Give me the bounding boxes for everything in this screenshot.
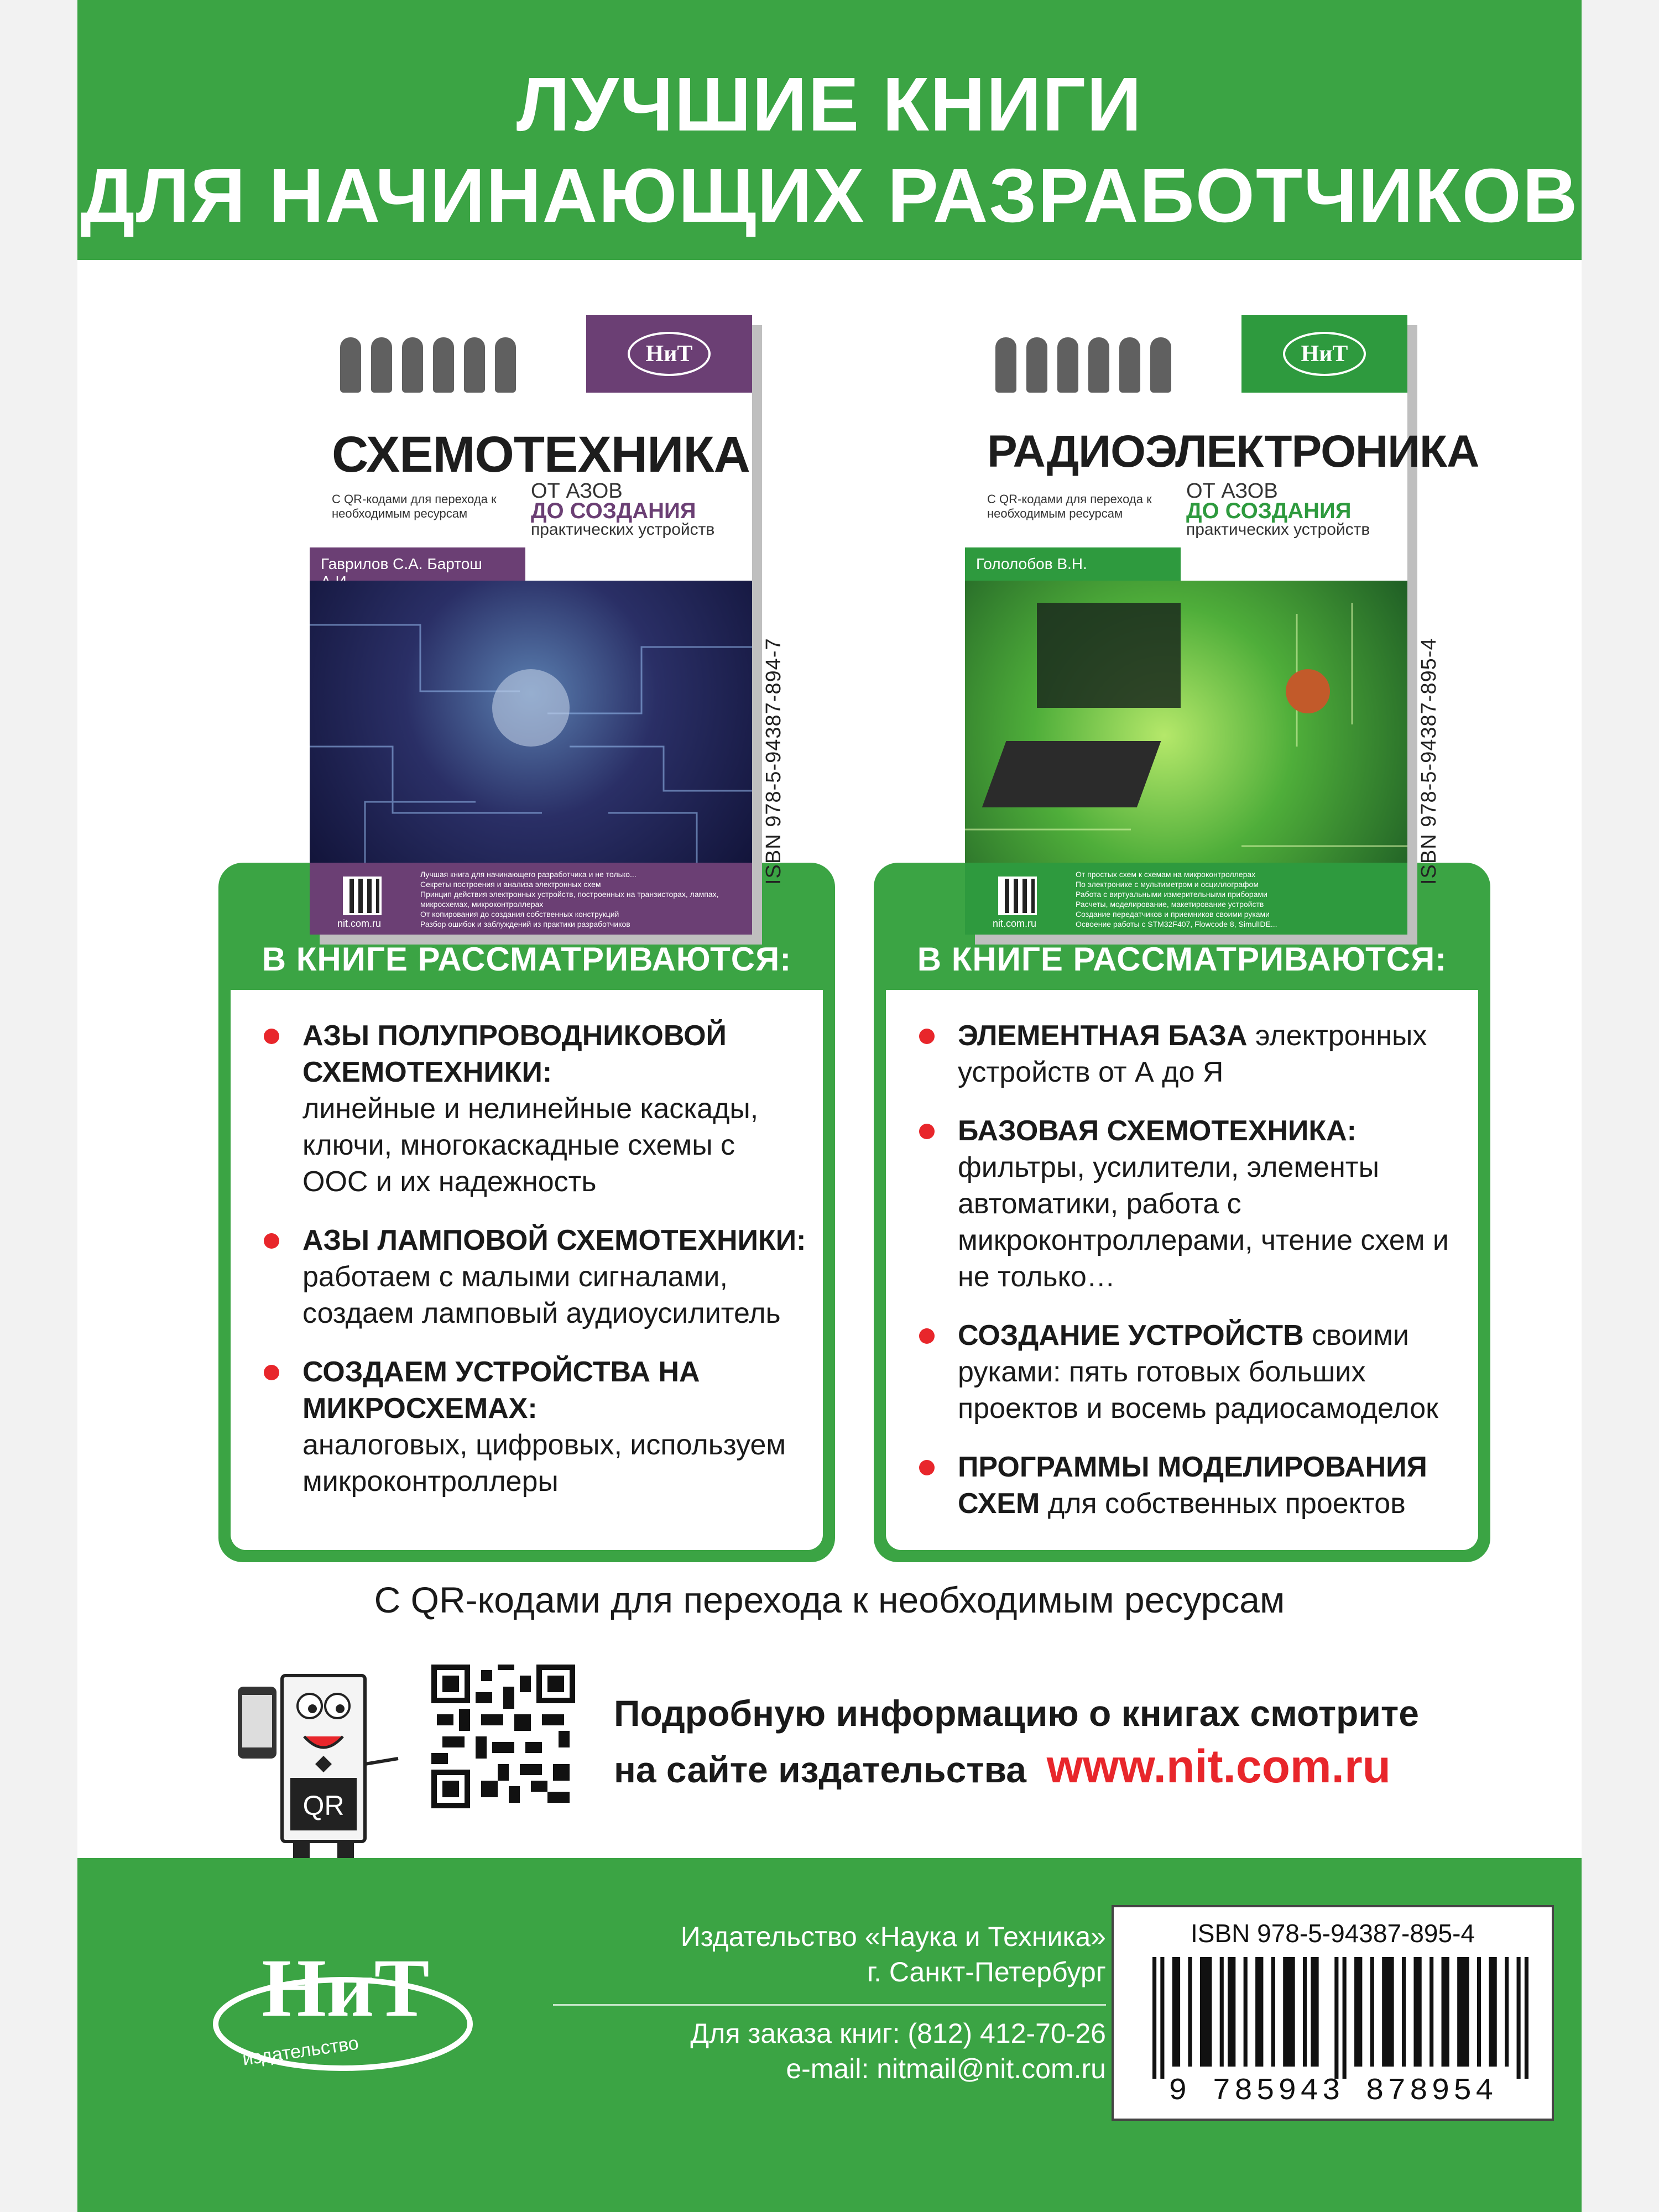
bullet-icon <box>264 1029 279 1044</box>
item-text: работаем с малыми сигналами, создаем ламповый аудиоусилитель <box>302 1261 781 1329</box>
list-item <box>264 1354 806 1500</box>
qr-mascot-icon <box>232 1653 409 1875</box>
barcode-isbn: ISBN 978-5-94387-895-4 <box>1191 1919 1475 1948</box>
barcode-bars <box>1152 1957 1528 2079</box>
book-spine-isbn: ISBN 978-5-94387-894-7 <box>762 638 785 885</box>
publisher-box <box>586 315 752 393</box>
order-info-line-2: на сайте издательства <box>614 1749 1027 1790</box>
publisher-logo: НиТ <box>628 332 711 376</box>
item-heading: АЗЫ ЛАМПОВОЙ СХЕМОТЕХНИКИ: <box>302 1224 806 1256</box>
evolution-figures-icon <box>340 337 516 393</box>
publisher-info <box>553 1919 1106 2086</box>
bullet-icon <box>919 1124 935 1139</box>
item-heading: ЭЛЕМЕНТНАЯ БАЗА <box>958 1020 1248 1052</box>
book-url: nit.com.ru <box>337 918 382 929</box>
book-title: РАДИОЭЛЕКТРОНИКА <box>987 426 1479 477</box>
barcode <box>1112 1905 1554 2121</box>
bullet-icon <box>264 1233 279 1249</box>
publisher-city: г. Санкт-Петербург <box>867 1957 1106 1987</box>
qr-code-icon <box>998 877 1037 915</box>
card-title: В КНИГЕ РАССМАТРИВАЮТСЯ: <box>917 941 1447 978</box>
list-item <box>919 1449 1462 1522</box>
item-heading: БАЗОВАЯ СХЕМОТЕХНИКА: <box>958 1115 1357 1147</box>
item-heading: СОЗДАНИЕ УСТРОЙСТВ <box>958 1319 1304 1352</box>
bullet-icon <box>919 1460 935 1475</box>
book-bullets: Лучшая книга для начинающего разработчика и не только... Секреты построения и анализа электронных схем Принцип действия электронных устройств, построенных на транзисторах, лампах, микросхемах, микроконтроллерах От копирования до создания собственных конструкций Разбор ошибок и заблуждений из практики разработчиков <box>420 870 719 928</box>
bullet-icon <box>919 1328 935 1344</box>
mascot-label: QR <box>302 1790 345 1821</box>
tagline-3: практических устройств <box>531 520 715 539</box>
book-bottom-bar <box>965 863 1407 935</box>
left-margin <box>0 0 77 2212</box>
item-text: своими руками: пять готовых больших проектов и восемь радиосамоделок <box>958 1319 1438 1425</box>
evolution-figures-icon <box>995 337 1171 393</box>
qr-code-icon[interactable] <box>431 1665 575 1808</box>
tagline-1: ОТ АЗОВ <box>1186 479 1278 503</box>
item-text: для собственных проектов <box>1040 1488 1406 1520</box>
card-left <box>218 863 835 1562</box>
footer-band <box>77 1858 1582 2212</box>
card-title: В КНИГЕ РАССМАТРИВАЮТСЯ: <box>262 941 792 978</box>
list-item <box>919 1113 1462 1295</box>
list-item <box>919 1317 1462 1427</box>
list-item <box>919 1018 1462 1091</box>
publisher-name: Издательство «Наука и Техника» <box>680 1921 1106 1952</box>
book-authors: Гололобов В.Н. <box>965 547 1181 581</box>
logo-text: НиТ <box>262 1942 430 2034</box>
publisher-logo: НиТ <box>1283 332 1366 376</box>
order-info-line-1: Подробную информацию о книгах смотрите <box>614 1693 1419 1734</box>
book-title: СХЕМОТЕХНИКА <box>332 426 750 483</box>
right-margin <box>1582 0 1659 2212</box>
item-text: аналоговых, цифровых, используем микроконтроллеры <box>302 1429 786 1498</box>
site-link[interactable]: www.nit.com.ru <box>1046 1740 1391 1792</box>
book-qr-note: С QR-кодами для перехода к необходимым ресурсам <box>987 492 1152 520</box>
book-spine-isbn: ISBN 978-5-94387-895-4 <box>1417 638 1441 885</box>
headline-line-1: ЛУЧШИЕ КНИГИ <box>516 62 1143 147</box>
book-qr-note: С QR-кодами для перехода к необходимым ресурсам <box>332 492 497 520</box>
publisher-box <box>1241 315 1407 393</box>
order-phone: Для заказа книг: (812) 412-70-26 <box>690 2018 1106 2049</box>
book-url: nit.com.ru <box>993 918 1037 929</box>
book-cover-schemotechnika <box>310 315 752 935</box>
qr-caption: С QR-кодами для перехода к необходимым ресурсам <box>374 1579 1285 1620</box>
book-tagline <box>531 481 730 539</box>
order-info <box>614 1687 1554 1796</box>
publisher-logo <box>210 1942 476 2074</box>
logo-subtext: издательство <box>241 2032 360 2070</box>
item-heading: СОЗДАЕМ УСТРОЙСТВА НА МИКРОСХЕМАХ: <box>302 1356 700 1425</box>
email: e-mail: nitmail@nit.com.ru <box>786 2053 1106 2084</box>
card-right <box>874 863 1490 1562</box>
tagline-2: ДО СОЗДАНИЯ <box>1186 499 1352 523</box>
item-heading: ПРОГРАММЫ МОДЕЛИРОВАНИЯ СХЕМ <box>958 1451 1427 1520</box>
list-item <box>264 1018 806 1200</box>
bullet-icon <box>264 1365 279 1380</box>
book-bullets: От простых схем к схемам на микроконтроллерах По электронике с мультиметром и осциллографом Работа с виртуальными измерительными приборами Расчеты, моделирование, макетирование устройств Создание передатчиков и приемников своими руками Освоение работы с STM32F407, Flowcode 8, SimulIDE... <box>1076 870 1277 928</box>
card-body <box>886 990 1478 1550</box>
qr-code-icon <box>343 877 382 915</box>
list-item <box>264 1222 806 1332</box>
tagline-2: ДО СОЗДАНИЯ <box>531 499 696 523</box>
barcode-digits: 9 785943 878954 <box>1168 2073 1498 2109</box>
item-text: электронных устройств от А до Я <box>958 1020 1427 1088</box>
headline-line-2: ДЛЯ НАЧИНАЮЩИХ РАЗРАБОТЧИКОВ <box>80 153 1579 238</box>
book-authors: Гаврилов С.А. Бартош <box>310 547 525 581</box>
card-body <box>231 990 823 1550</box>
cover-art-circuit-board <box>965 581 1407 863</box>
tagline-1: ОТ АЗОВ <box>531 479 623 503</box>
divider <box>553 2004 1106 2006</box>
item-heading: АЗЫ ПОЛУПРОВОДНИКОВОЙ СХЕМОТЕХНИКИ: <box>302 1020 727 1088</box>
top-banner <box>77 0 1582 260</box>
book-tagline <box>1186 481 1385 539</box>
book-bottom-bar <box>310 863 752 935</box>
cover-art-circuit <box>310 581 752 863</box>
item-text: фильтры, усилители, элементы автоматики, работа с микроконтроллерами, чтение схем и не только… <box>958 1151 1449 1293</box>
tagline-3: практических устройств <box>1186 520 1370 539</box>
item-text: линейные и нелинейные каскады, ключи, многокаскадные схемы с ООС и их надежность <box>302 1093 759 1198</box>
bullet-icon <box>919 1029 935 1044</box>
